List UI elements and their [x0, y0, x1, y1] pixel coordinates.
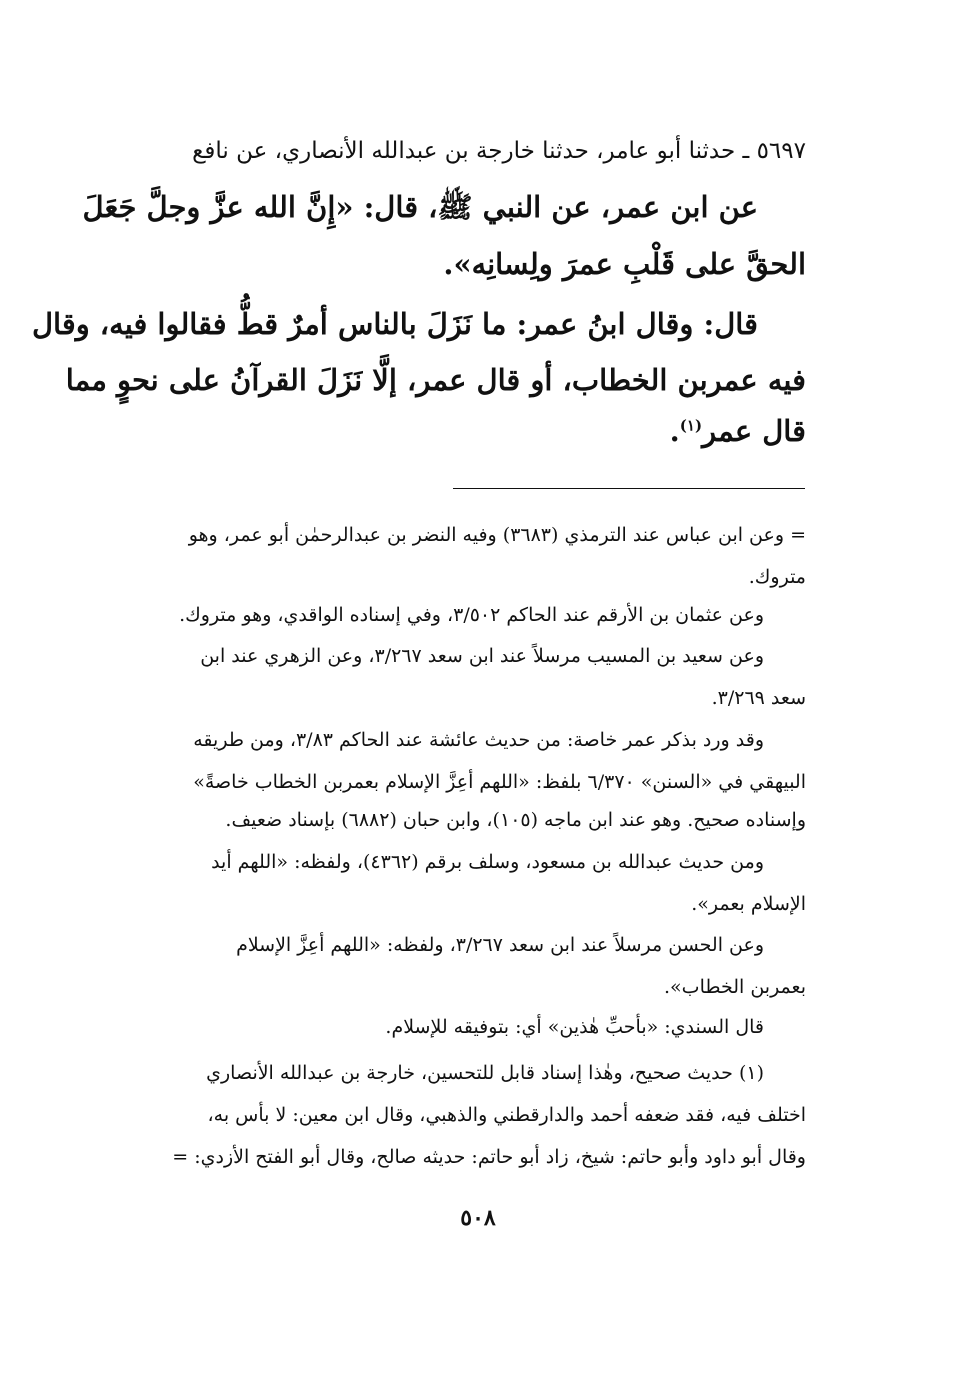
- footnote-line-8: وإسناده صحيح. وهو عند ابن ماجه (١٠٥)، وابن حبان (٦٨٨٢) بإسناد ضعيف.: [225, 809, 806, 831]
- hadith-line-2: عن ابن عمر، عن النبي ﷺ، قال: «إِنَّ الله عزَّ وجلَّ جَعَلَ: [82, 190, 758, 224]
- page-number: ٥٠٨: [460, 1205, 496, 1231]
- footnote-line-11: وعن الحسن مرسلاً عند ابن سعد ٣/٢٦٧، ولفظه: «اللهم أعِزَّ الإسلام: [236, 934, 764, 956]
- footnote-line-5: سعد ٣/٢٦٩.: [711, 687, 806, 709]
- footnote-line-15: اختلف فيه، فقد ضعفه أحمد والدارقطني والذهبي، وقال ابن معين: لا بأس به،: [207, 1104, 806, 1126]
- hadith-line-5: فيه عمربن الخطاب، أو قال عمر، إلَّا نَزَلَ القرآنُ على نحوٍ مما: [65, 363, 806, 397]
- footnote-line-1: = وعن ابن عباس عند الترمذي (٣٦٨٣) وفيه النضر بن عبدالرحمٰن أبو عمر، وهو: [188, 524, 806, 546]
- footnote-line-16: وقال أبو داود وأبو حاتم: شيخ، زاد أبو حاتم: حديثه صالح، وقال أبو الفتح الأزدي: =: [172, 1146, 806, 1168]
- footnote-line-13: قال السندي: «بأحبِّ هٰذين» أي: بتوفيقه للإسلام.: [385, 1016, 764, 1038]
- footnote-line-2: متروك.: [748, 566, 806, 588]
- footnote-line-3: وعن عثمان بن الأرقم عند الحاكم ٣/٥٠٢، وفي إسناده الواقدي، وهو متروك.: [179, 604, 764, 626]
- hadith-line-6-end: .: [669, 414, 680, 448]
- footnote-separator: [453, 488, 805, 489]
- footnote-marker: (١): [679, 416, 703, 435]
- footnote-line-7: البيهقي في «السنن» ٦/٣٧٠ بلفظ: «اللهم أعِزَّ الإسلام بعمربن الخطاب خاصةً»: [193, 771, 806, 793]
- hadith-line-3: الحقَّ على قَلْبِ عمرَ ولِسانِه».: [443, 247, 806, 281]
- footnote-line-14: (١) حديث صحيح، وهٰذا إسناد قابل للتحسين، خارجة بن عبدالله الأنصاري: [206, 1062, 764, 1084]
- footnote-line-12: بعمربن الخطاب».: [664, 976, 806, 998]
- footnote-line-10: الإسلام بعمر».: [691, 893, 806, 915]
- hadith-line-1: ٥٦٩٧ ـ حدثنا أبو عامر، حدثنا خارجة بن عبدالله الأنصاري، عن نافع: [192, 138, 806, 164]
- footnote-line-9: ومن حديث عبدالله بن مسعود، وسلف برقم (٤٣٦٢)، ولفظه: «اللهم أيد: [211, 851, 764, 873]
- hadith-line-4: قال: وقال ابنُ عمر: ما نَزَلَ بالناس أمرٌ قطُّ فقالوا فيه، وقال: [31, 307, 758, 341]
- hadith-line-6: [146, 414, 806, 448]
- footnote-line-4: وعن سعيد بن المسيب مرسلاً عند ابن سعد ٣/٢٦٧، وعن الزهري عند ابن: [200, 645, 764, 667]
- hadith-line-6-text: قال عمر: [702, 414, 806, 448]
- footnote-line-6: وقد ورد بذكر عمر خاصة: من حديث عائشة عند الحاكم ٣/٨٣، ومن طريقه: [193, 729, 764, 751]
